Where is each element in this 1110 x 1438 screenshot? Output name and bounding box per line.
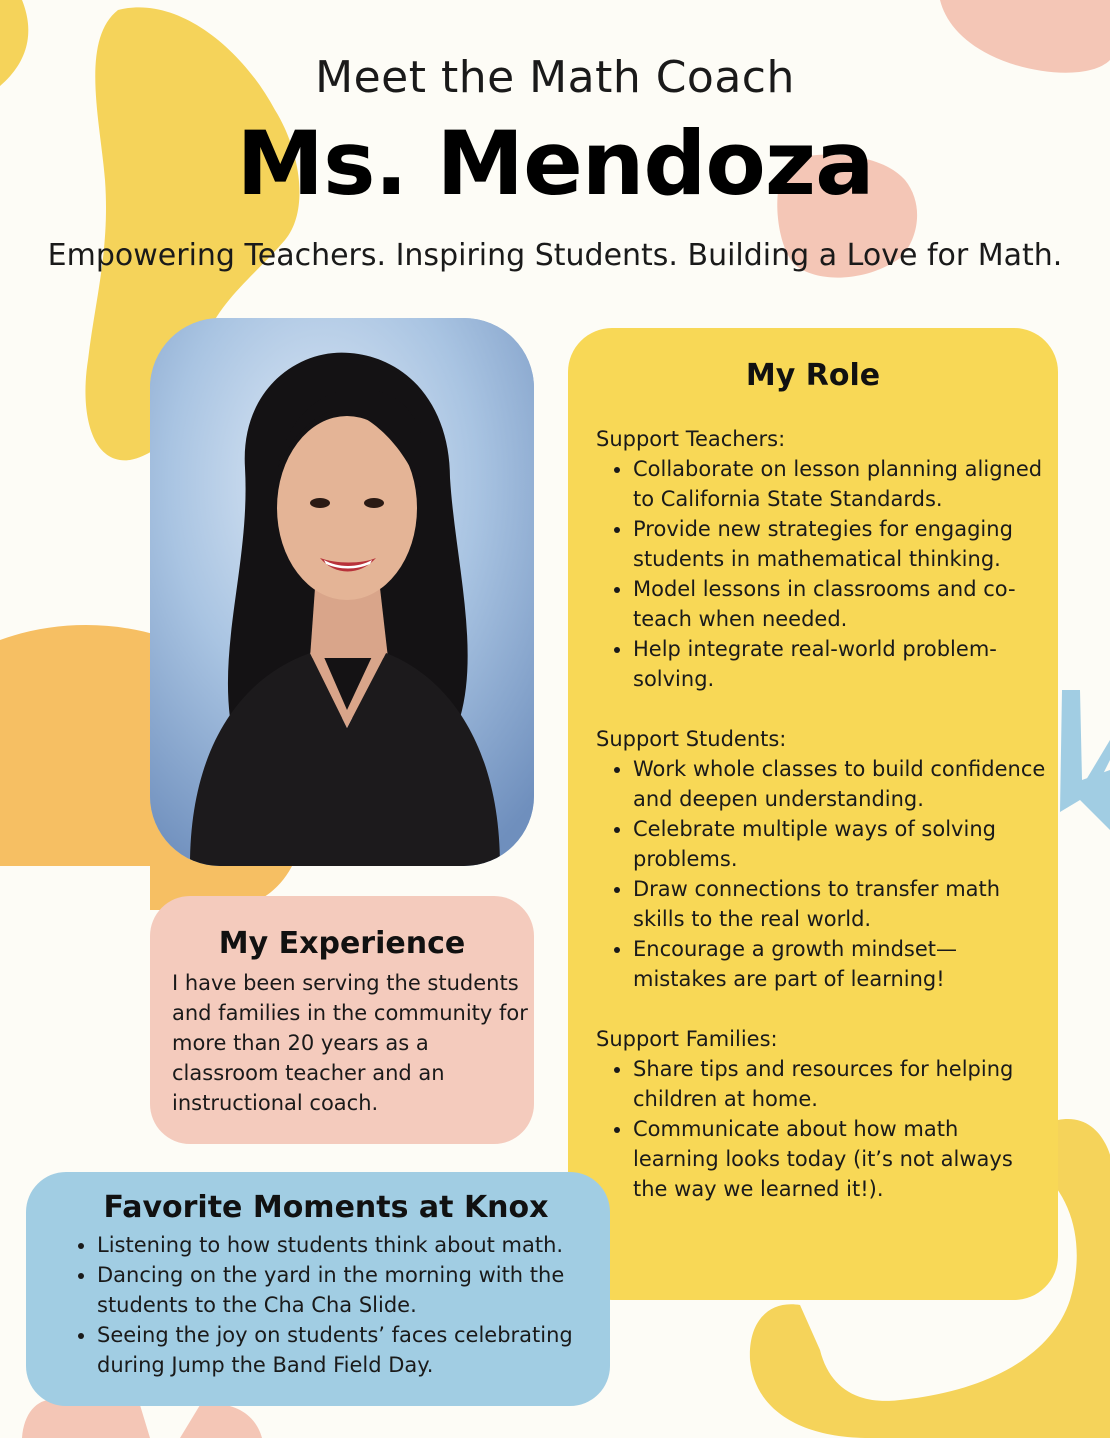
role-group-label-students: Support Students: bbox=[596, 727, 787, 751]
pink-squiggle-shape-2 bbox=[180, 1404, 262, 1438]
favorite-moments-list bbox=[60, 1230, 637, 1380]
list-item: • Collaborate on lesson planning aligned to California State Standards. bbox=[633, 454, 1046, 514]
favorite-moments-card bbox=[26, 1172, 610, 1406]
list-item: • Encourage a growth mindset—mistakes are part of learning! bbox=[633, 934, 1046, 994]
role-group-label-families: Support Families: bbox=[596, 1027, 778, 1051]
list-item: • Communicate about how math learning looks today (it’s not always the way we learned it!). bbox=[633, 1114, 1046, 1204]
list-item: • Listening to how students think about math. bbox=[97, 1230, 637, 1260]
list-item: • Help integrate real-world problem-solving. bbox=[633, 634, 1046, 694]
blue-burst-shape bbox=[1060, 690, 1110, 830]
page-kicker: Meet the Math Coach bbox=[315, 52, 795, 103]
my-experience-card bbox=[150, 896, 534, 1144]
tagline: Empowering Teachers. Inspiring Students. Building a Love for Math. bbox=[47, 238, 1063, 273]
my-experience-text: I have been serving the students and families in the community for more than 20 years as a classroom teacher and an instructional coach. bbox=[172, 971, 528, 1115]
role-group-label-teachers: Support Teachers: bbox=[596, 427, 786, 451]
favorite-moments-heading: Favorite Moments at Knox bbox=[103, 1190, 549, 1225]
coach-portrait bbox=[150, 318, 534, 866]
list-item: • Celebrate multiple ways of solving problems. bbox=[633, 814, 1046, 874]
list-item: • Draw connections to transfer math skills to the real world. bbox=[633, 874, 1046, 934]
list-item: • Provide new strategies for engaging students in mathematical thinking. bbox=[633, 514, 1046, 574]
my-experience-heading: My Experience bbox=[218, 926, 466, 961]
my-role-content bbox=[596, 424, 1046, 1234]
my-role-card bbox=[568, 328, 1058, 1300]
role-list-teachers bbox=[596, 454, 1046, 694]
list-item: • Share tips and resources for helping children at home. bbox=[633, 1054, 1046, 1114]
list-item: • Dancing on the yard in the morning with the students to the Cha Cha Slide. bbox=[97, 1260, 637, 1320]
role-list-families bbox=[596, 1054, 1046, 1204]
list-item: • Seeing the joy on students’ faces celebrating during Jump the Band Field Day. bbox=[97, 1320, 637, 1380]
list-item: • Work whole classes to build confidence and deepen understanding. bbox=[633, 754, 1046, 814]
role-list-students bbox=[596, 754, 1046, 994]
coach-name: Ms. Mendoza bbox=[236, 112, 874, 215]
list-item: • Model lessons in classrooms and co-teach when needed. bbox=[633, 574, 1046, 634]
my-role-heading: My Role bbox=[745, 358, 881, 393]
